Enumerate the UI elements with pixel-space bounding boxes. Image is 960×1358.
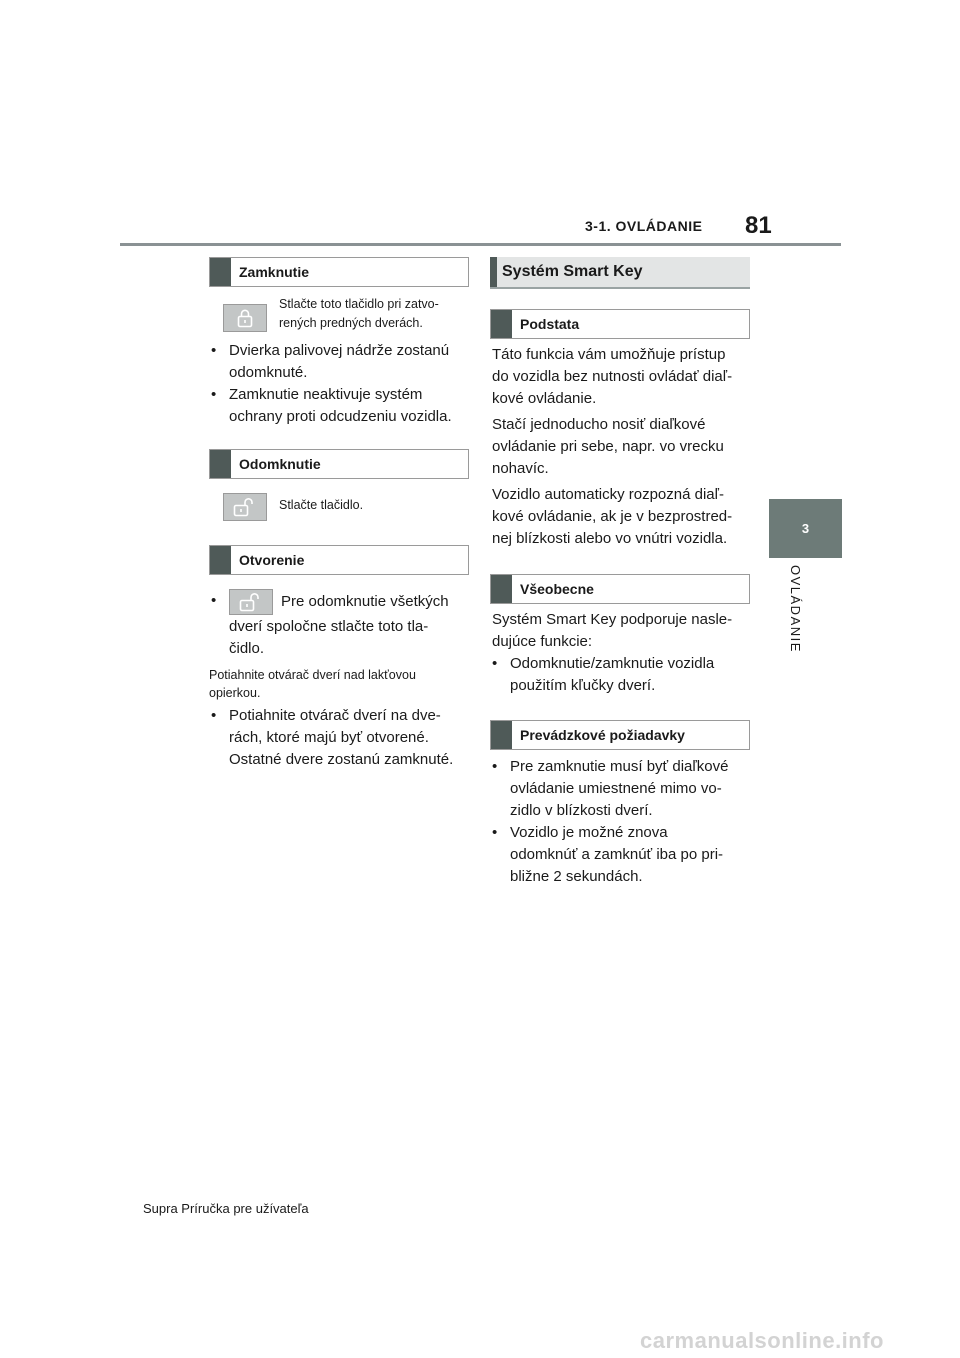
heading-unlock-text: Odomknutie [239,456,321,472]
watermark: carmanualsonline.info [640,1328,884,1353]
heading-marker [491,721,512,749]
general-text [492,609,754,697]
paragraph: Systém Smart Key podporuje nasle- dujúce funkcie: [492,611,733,650]
unlock-button-note: Stlačte tlačidlo. [279,498,364,512]
header-rule [120,243,841,246]
open-bullet-rest: dverí spoločne stlačte toto tla- čidlo. [229,618,429,657]
paragraph: Stačí jednoducho nosiť diaľkové ovládanie pri sebe, napr. vo vrecku nohavíc. [492,416,724,477]
smart-key-title: Systém Smart Key [502,263,643,280]
list-item: • Zamknutie neaktivuje systém ochrany proti odcudzeniu vozidla. [211,384,471,428]
list-item [211,590,473,660]
heading-lock-text: Zamknutie [239,264,310,280]
heading-lock [209,257,469,287]
heading-open [209,545,469,575]
heading-requirements-text: Prevádzkové požiadavky [520,727,685,743]
section-title-bar [490,257,750,289]
list-item: • Potiahnite otvárač dverí na dve- rách, ktoré majú byť otvorené. Ostatné dvere zostanú zamknuté. [211,705,473,771]
open-bullet-list-2 [211,705,473,771]
unlock-key-button-inline [229,589,273,615]
lock-bullet-list [211,340,471,428]
unlock-key-button [223,493,267,521]
heading-open-text: Otvorenie [239,552,305,568]
open-note: Potiahnite otvárač dverí nad lakťovou opierkou. [209,668,416,700]
heading-general [490,574,750,604]
lock-key-button [223,304,267,332]
paragraph: Táto funkcia vám umožňuje prístup do vozidla bez nutnosti ovládať diaľ- kové ovládanie. [492,346,733,407]
padlock-open-icon [232,497,258,517]
heading-unlock [209,449,469,479]
padlock-open-icon [238,592,264,612]
chapter-label-text: OVLÁDANIE [788,565,803,653]
padlock-closed-icon [235,308,255,328]
paragraph: Vozidlo automaticky rozpozná diaľ- kové ovládanie, ak je v bezprostred- nej blízkosti alebo vo vnútri vozidla. [492,486,733,547]
heading-basis-text: Podstata [520,316,580,332]
chapter-label [781,565,811,665]
heading-marker [210,258,231,286]
basis-text [492,344,754,550]
title-marker [490,257,497,287]
heading-marker [491,575,512,603]
list-item: • Odomknutie/zamknutie vozidla použitím kľučky dverí. [492,653,754,697]
page-number: 81 [745,212,772,239]
requirements-list [492,756,754,888]
open-bullet-list [211,590,473,660]
list-item: • Dvierka palivovej nádrže zostanú odomknuté. [211,340,471,384]
heading-marker [491,310,512,338]
heading-general-text: Všeobecne [520,581,594,597]
heading-marker [210,546,231,574]
lock-button-note: Stlačte toto tlačidlo pri zatvo- rených predných dverách. [279,297,439,330]
section-title: 3-1. OVLÁDANIE [585,218,703,234]
heading-marker [210,450,231,478]
footer-text: Supra Príručka pre užívateľa [143,1201,309,1216]
open-bullet-lead: • Pre odomknutie všetkých [281,593,449,610]
heading-basis [490,309,750,339]
heading-requirements [490,720,750,750]
list-item: • Pre zamknutie musí byť diaľkové ovládanie umiestnené mimo vo- zidlo v blízkosti dverí. [492,756,754,822]
chapter-tab: 3 [769,499,842,558]
list-item: • Vozidlo je možné znova odomknúť a zamknúť iba po pri- bližne 2 sekundách. [492,822,754,888]
